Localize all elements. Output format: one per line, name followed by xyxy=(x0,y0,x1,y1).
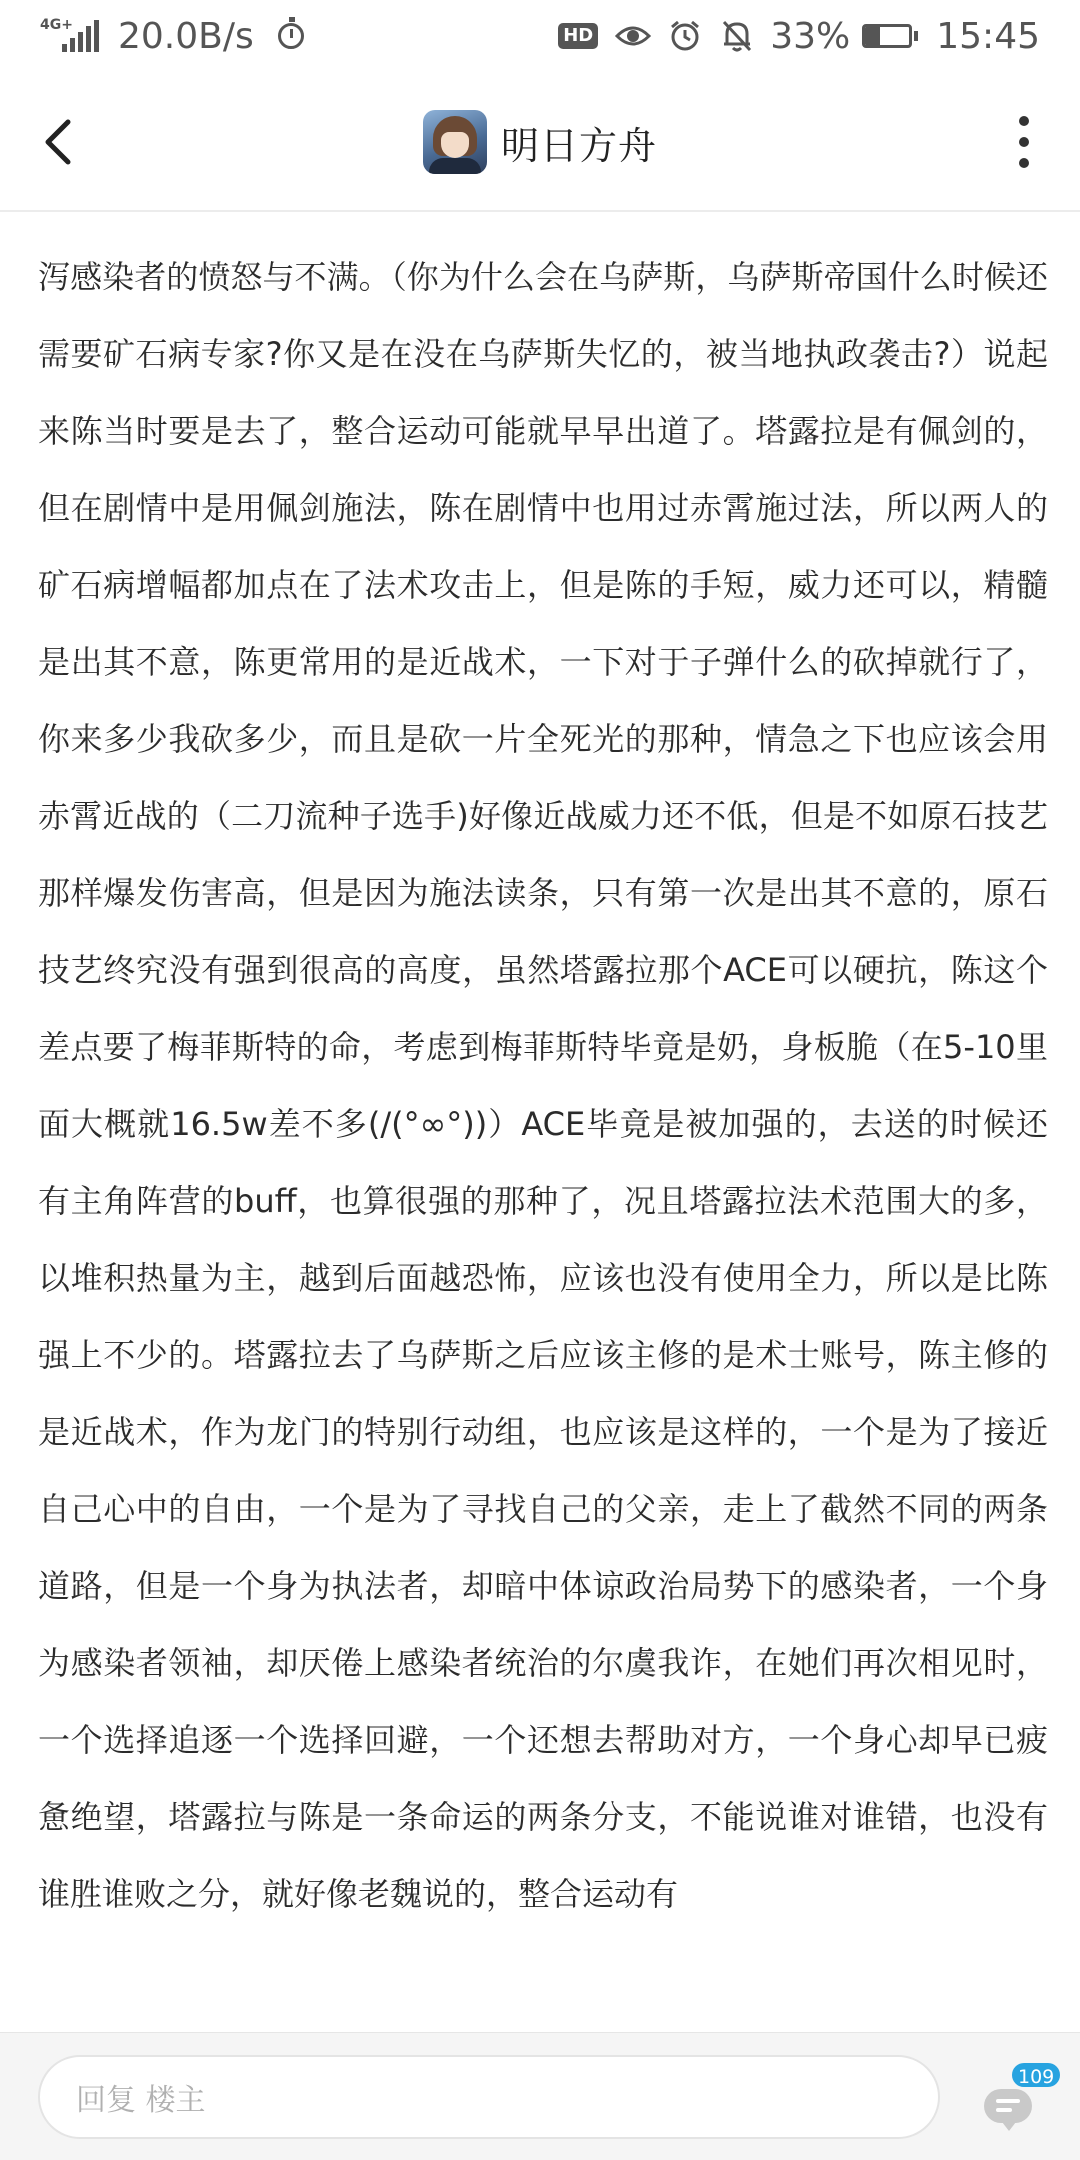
battery-fill xyxy=(865,27,880,45)
comments-button[interactable] xyxy=(982,2066,1055,2129)
reply-bar xyxy=(0,2032,1080,2160)
page-title: 明日方舟 xyxy=(500,123,657,168)
battery-percent: 33% xyxy=(770,15,851,57)
more-vertical-icon-dot xyxy=(1019,158,1029,168)
eye-icon xyxy=(614,17,652,55)
signal-icon xyxy=(40,16,100,56)
forum-title-group[interactable] xyxy=(0,110,1080,174)
comment-count-badge: 109 xyxy=(1010,2061,1062,2089)
status-bar-right xyxy=(558,16,1080,57)
stopwatch-icon xyxy=(278,23,304,49)
post-content xyxy=(38,212,1048,2032)
reply-input[interactable]: 回复 楼主 xyxy=(38,2055,940,2139)
more-vertical-icon-dot xyxy=(1019,137,1029,147)
app-header xyxy=(0,72,1080,212)
more-options-button[interactable] xyxy=(1008,116,1040,168)
clock-time: 15:45 xyxy=(936,15,1040,57)
battery-body xyxy=(862,24,912,48)
charging-bolt-icon: ⚡ xyxy=(881,26,893,45)
comment-bubble-icon xyxy=(984,2089,1032,2123)
network-speed: 20.0B/s xyxy=(118,15,254,57)
more-vertical-icon-dot xyxy=(1019,116,1029,126)
bell-off-icon xyxy=(718,17,756,55)
hd-icon: HD xyxy=(558,23,598,49)
signal-bars xyxy=(62,20,102,52)
arknights-game-avatar xyxy=(423,110,487,174)
status-bar-left xyxy=(0,16,304,57)
post-text: 泻感染者的愤怒与不满。（你为什么会在乌萨斯，乌萨斯帝国什么时候还需要矿石病专家?你又是在没在乌萨斯失忆的，被当地执政袭击?）说起来陈当时要是去了，整合运动可能就早早出道了。塔露拉是有佩剑的，但在剧情中是用佩剑施法，陈在剧情中也用过赤霄施过法，所以两人的矿石病增幅都加点在了法术攻击上，但是陈的手短，威力还可以，精髓是出其不意，陈更常用的是近战术，一下对于子弹什么的砍掉就行了，你来多少我砍多少，而且是砍一片全死光的那种，情急之下也应该会用赤霄近战的（二刀流种子选手)好像近战威力还不低，但是不如原石技艺那样爆发伤害高，但是因为施法读条，只有第一次是出其不意的，原石技艺终究没有强到很高的高度，虽然塔露拉那个ACE可以硬抗，陈这个差点要了梅菲斯特的命，考虑到梅菲斯特毕竟是奶，身板脆（在5-10里面大概就16.5w差不多(/(°∞°))）ACE毕竟是被加强的，去送的时候还有主角阵营的buff，也算很强的那种了，况且塔露拉法术范围大的多，以堆积热量为主，越到后面越恐怖，应该也没有使用全力，所以是比陈强上不少的。塔露拉去了乌萨斯之后应该主修的是术士账号，陈主修的是近战术，作为龙门的特别行动组，也应该是这样的，一个是为了接近自己心中的自由，一个是为了寻找自己的父亲，走上了截然不同的两条道路，但是一个身为执法者，却暗中体谅政治局势下的感染者，一个身为感染者领袖，却厌倦上感染者统治的尔虞我诈，在她们再次相见时，一个选择追逐一个选择回避，一个还想去帮助对方，一个身心却早已疲惫绝望，塔露拉与陈是一条命运的两条分支，不能说谁对谁错，也没有谁胜谁败之分，就好像老魏说的，整合运动有 xyxy=(38,258,1048,1913)
battery-charging-icon xyxy=(862,24,918,48)
alarm-icon xyxy=(666,17,704,55)
status-bar xyxy=(0,0,1080,72)
battery-cap xyxy=(914,31,918,41)
network-type-label: 4G+ xyxy=(40,17,73,33)
